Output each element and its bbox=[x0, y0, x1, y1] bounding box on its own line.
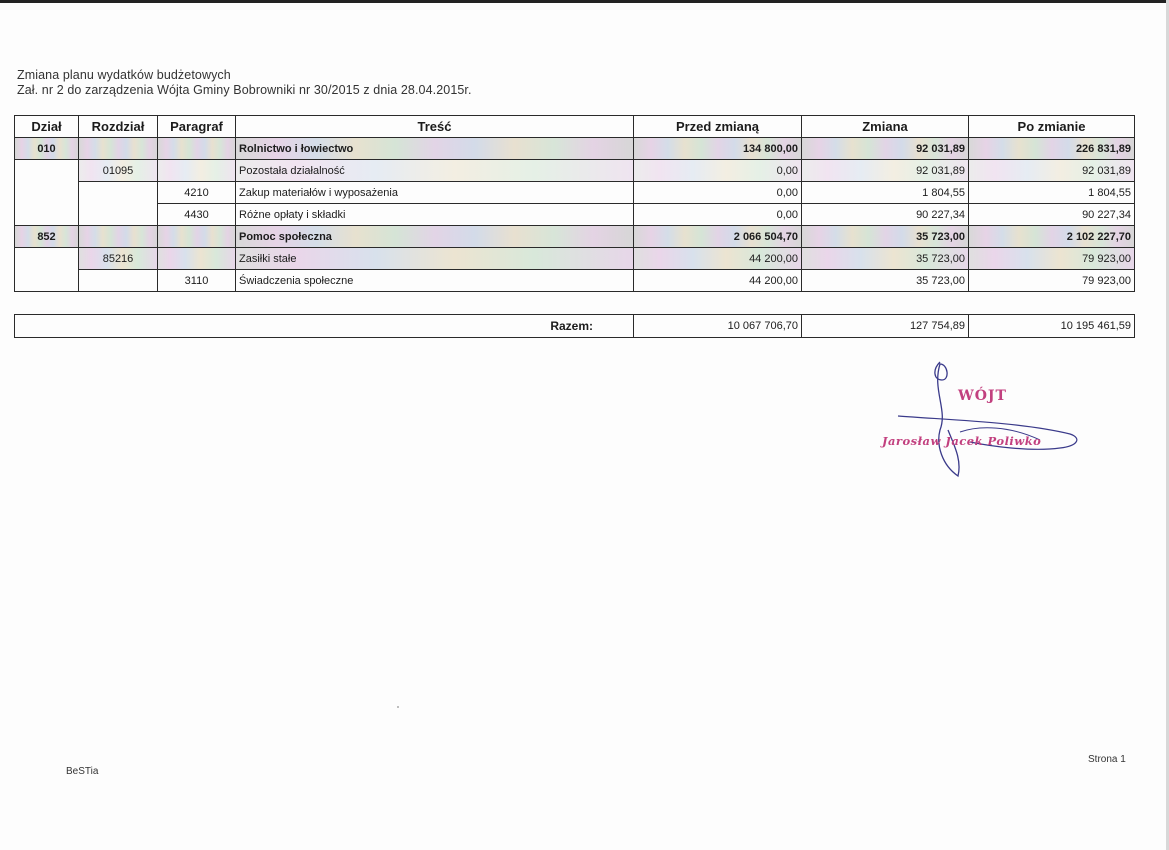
cell-zmiana: 1 804,55 bbox=[802, 182, 969, 204]
total-przed: 10 067 706,70 bbox=[634, 315, 802, 338]
cell-dzial bbox=[15, 160, 79, 226]
table-row bbox=[15, 138, 1135, 160]
header-tresc: Treść bbox=[236, 116, 634, 138]
cell-po: 92 031,89 bbox=[969, 160, 1135, 182]
table-row bbox=[15, 248, 1135, 270]
total-po: 10 195 461,59 bbox=[969, 315, 1135, 338]
cell-przed: 0,00 bbox=[634, 182, 802, 204]
header-paragraf: Paragraf bbox=[158, 116, 236, 138]
header-po-zmianie: Po zmianie bbox=[969, 116, 1135, 138]
cell-paragraf: 4430 bbox=[158, 204, 236, 226]
cell-przed: 134 800,00 bbox=[634, 138, 802, 160]
cell-paragraf bbox=[158, 138, 236, 160]
cell-dzial: 010 bbox=[15, 138, 79, 160]
cell-przed: 0,00 bbox=[634, 204, 802, 226]
cell-zmiana: 35 723,00 bbox=[802, 248, 969, 270]
table-row bbox=[15, 204, 1135, 226]
table-header-row bbox=[15, 116, 1135, 138]
header-dzial: Dział bbox=[15, 116, 79, 138]
cell-tresc: Pozostała działalność bbox=[236, 160, 634, 182]
scan-edge bbox=[0, 0, 1169, 3]
scan-speck bbox=[397, 706, 399, 708]
cell-rozdzial bbox=[79, 182, 158, 226]
cell-po: 2 102 227,70 bbox=[969, 226, 1135, 248]
header-zmiana: Zmiana bbox=[802, 116, 969, 138]
cell-przed: 0,00 bbox=[634, 160, 802, 182]
cell-paragraf bbox=[158, 248, 236, 270]
cell-po: 226 831,89 bbox=[969, 138, 1135, 160]
cell-po: 79 923,00 bbox=[969, 270, 1135, 292]
cell-tresc: Zakup materiałów i wyposażenia bbox=[236, 182, 634, 204]
table-row bbox=[15, 226, 1135, 248]
table-row bbox=[15, 160, 1135, 182]
cell-dzial: 852 bbox=[15, 226, 79, 248]
budget-table bbox=[14, 115, 1135, 292]
footer-page-number: Strona 1 bbox=[1088, 754, 1126, 765]
cell-zmiana: 92 031,89 bbox=[802, 160, 969, 182]
cell-tresc: Rolnictwo i łowiectwo bbox=[236, 138, 634, 160]
signature-title: WÓJT bbox=[958, 388, 1007, 404]
cell-rozdzial bbox=[79, 138, 158, 160]
cell-rozdzial bbox=[79, 270, 158, 292]
cell-zmiana: 35 723,00 bbox=[802, 270, 969, 292]
header-rozdzial: Rozdział bbox=[79, 116, 158, 138]
cell-tresc: Świadczenia społeczne bbox=[236, 270, 634, 292]
document-subtitle: Zał. nr 2 do zarządzenia Wójta Gminy Bobrowniki nr 30/2015 z dnia 28.04.2015r. bbox=[17, 83, 472, 97]
table-row bbox=[15, 182, 1135, 204]
cell-paragraf bbox=[158, 226, 236, 248]
cell-zmiana: 35 723,00 bbox=[802, 226, 969, 248]
cell-paragraf bbox=[158, 160, 236, 182]
cell-po: 90 227,34 bbox=[969, 204, 1135, 226]
cell-zmiana: 90 227,34 bbox=[802, 204, 969, 226]
cell-rozdzial: 01095 bbox=[79, 160, 158, 182]
cell-przed: 44 200,00 bbox=[634, 248, 802, 270]
cell-po: 79 923,00 bbox=[969, 248, 1135, 270]
cell-zmiana: 92 031,89 bbox=[802, 138, 969, 160]
cell-tresc: Różne opłaty i składki bbox=[236, 204, 634, 226]
document-title: Zmiana planu wydatków budżetowych bbox=[17, 68, 231, 82]
cell-przed: 44 200,00 bbox=[634, 270, 802, 292]
cell-przed: 2 066 504,70 bbox=[634, 226, 802, 248]
cell-paragraf: 4210 bbox=[158, 182, 236, 204]
cell-dzial bbox=[15, 248, 79, 292]
footer-software-name: BeSTia bbox=[66, 766, 99, 777]
table-row bbox=[15, 270, 1135, 292]
document-heading bbox=[17, 68, 472, 98]
cell-po: 1 804,55 bbox=[969, 182, 1135, 204]
cell-tresc: Pomoc społeczna bbox=[236, 226, 634, 248]
cell-tresc: Zasiłki stałe bbox=[236, 248, 634, 270]
header-przed-zmiana: Przed zmianą bbox=[634, 116, 802, 138]
cell-paragraf: 3110 bbox=[158, 270, 236, 292]
total-table bbox=[14, 314, 1135, 338]
signature-name: Jarosław Jacek Poliwko bbox=[882, 434, 1042, 448]
total-zmiana: 127 754,89 bbox=[802, 315, 969, 338]
cell-rozdzial bbox=[79, 226, 158, 248]
cell-rozdzial: 85216 bbox=[79, 248, 158, 270]
total-label: Razem: bbox=[15, 315, 634, 338]
handwritten-signature bbox=[870, 350, 1090, 480]
signature-stamp bbox=[870, 350, 1090, 480]
total-row bbox=[15, 315, 1135, 338]
